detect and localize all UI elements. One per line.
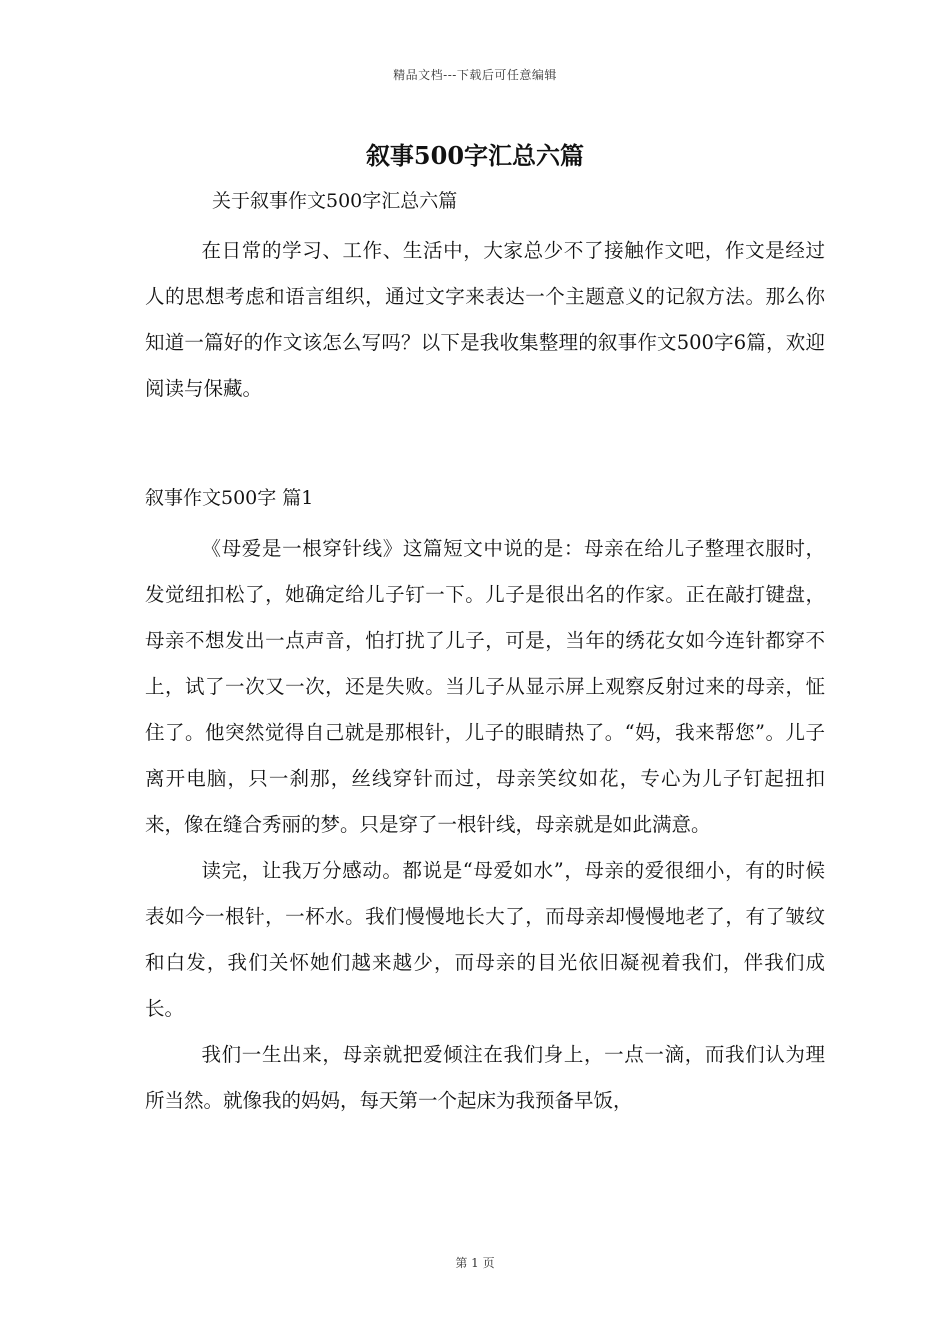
- section-body: [145, 526, 825, 1124]
- section-heading: 叙事作文500字 篇1: [145, 487, 314, 509]
- page-header: 精品文档---下载后可任意编辑: [393, 68, 557, 82]
- intro-section: [145, 228, 825, 412]
- section-paragraph-2: 读完，让我万分感动。都说是“母爱如水”，母亲的爱很细小，有的时候表如今一根针，一杯水。我们慢慢地长大了，而母亲却慢慢地老了，有了皱纹和白发，我们关怀她们越来越少，而母亲的目光依旧凝视着我们，伴我们成长。: [145, 859, 825, 1020]
- section-paragraph-3: 我们一生出来，母亲就把爱倾注在我们身上，一点一滴，而我们认为理所当然。就像我的妈妈，每天第一个起床为我预备早饭，: [145, 1043, 825, 1112]
- section-paragraph-1: 《母爱是一根穿针线》这篇短文中说的是：母亲在给儿子整理衣服时，发觉纽扣松了，她确定给儿子钉一下。儿子是很出名的作家。正在敲打键盘，母亲不想发出一点声音，怕打扰了儿子，可是，当年的绣花女如今连针都穿不上，试了一次又一次，还是失败。当儿子从显示屏上观察反射过来的母亲，怔住了。他突然觉得自己就是那根针，儿子的眼睛热了。“妈，我来帮您”。儿子离开电脑，只一刹那，丝线穿针而过，母亲笑纹如花，专心为儿子钉起扭扣来，像在缝合秀丽的梦。只是穿了一根针线，母亲就是如此满意。: [145, 537, 825, 836]
- intro-paragraph: 在日常的学习、工作、生活中，大家总少不了接触作文吧，作文是经过人的思想考虑和语言组织，通过文字来表达一个主题意义的记叙方法。那么你知道一篇好的作文该怎么写吗？以下是我收集整理的叙事作文500字6篇，欢迎阅读与保藏。: [145, 239, 825, 400]
- document-subtitle: 关于叙事作文500字汇总六篇: [212, 190, 458, 212]
- document-title: 叙事500字汇总六篇: [365, 141, 585, 170]
- page-footer: 第 1 页: [455, 1256, 495, 1270]
